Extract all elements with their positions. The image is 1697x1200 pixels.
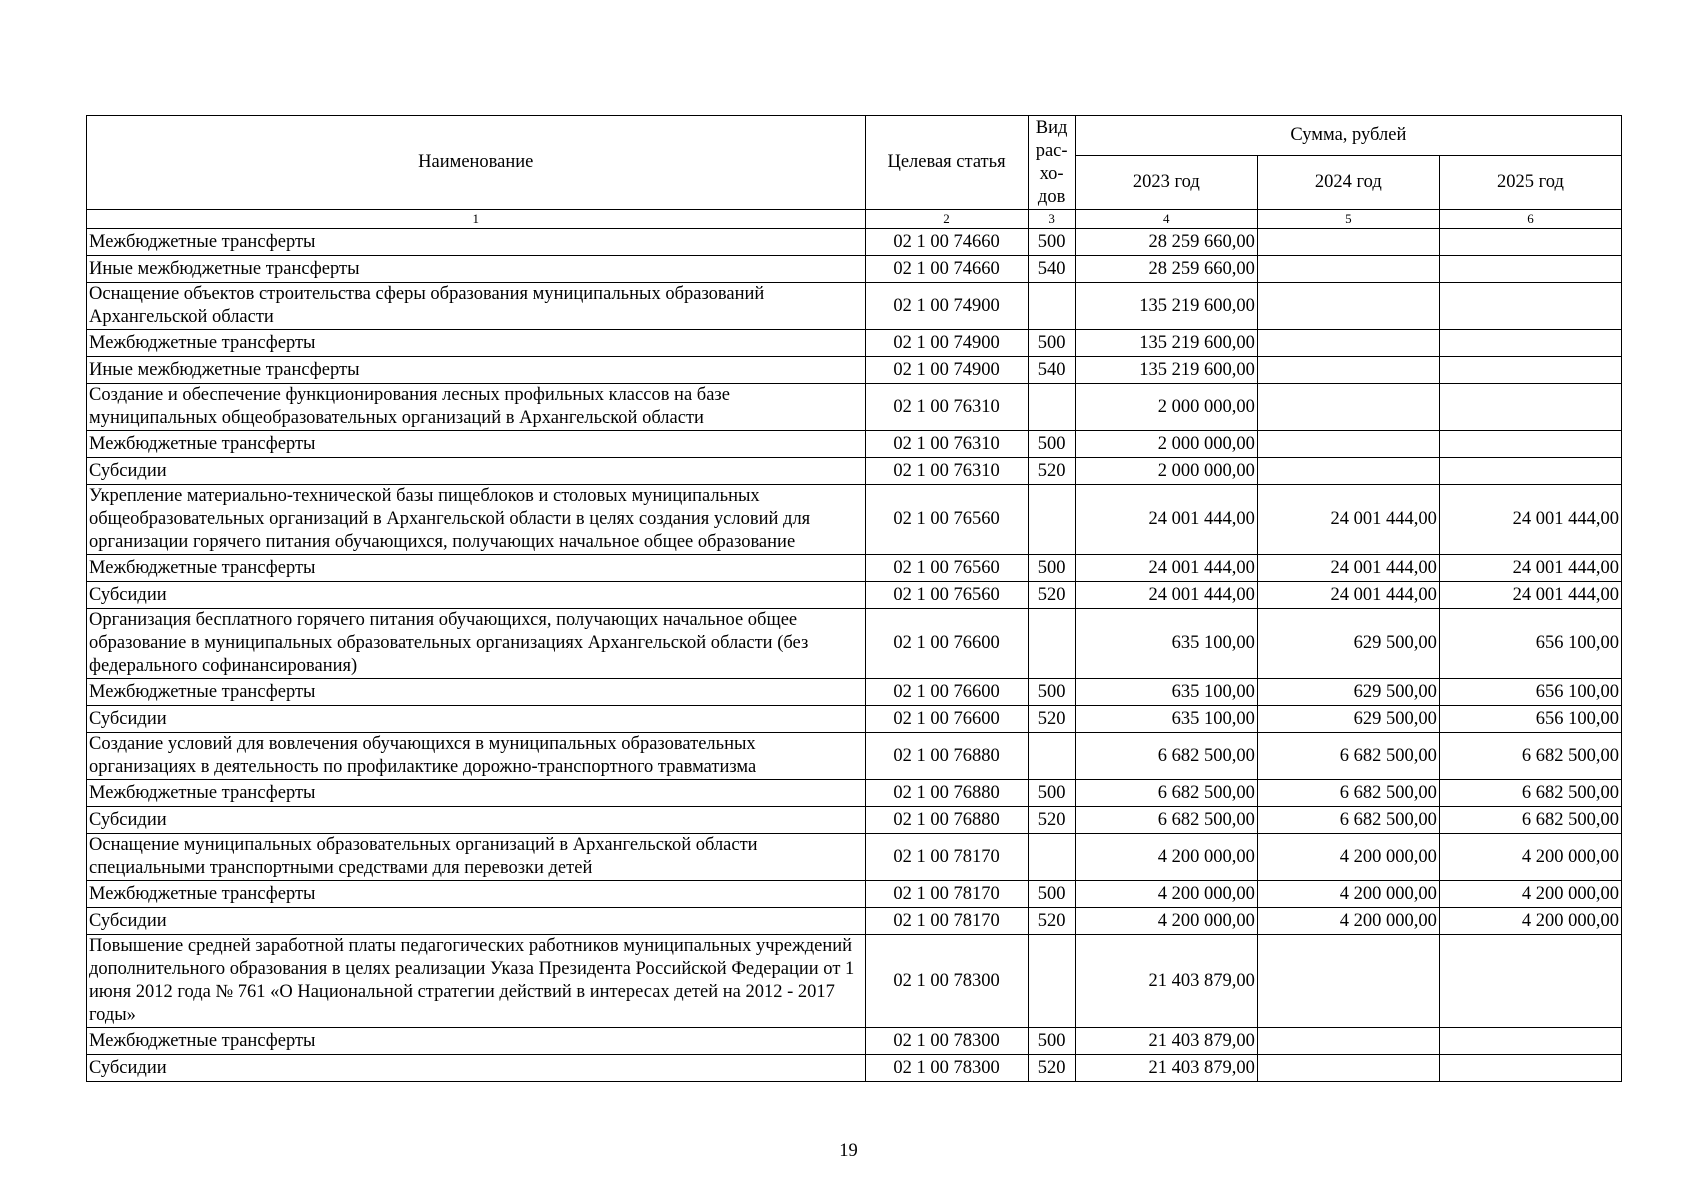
amount-2023-cell: 6 682 500,00 bbox=[1075, 780, 1257, 807]
amount-2024-cell: 629 500,00 bbox=[1257, 609, 1439, 679]
amount-2024-cell bbox=[1257, 1028, 1439, 1055]
amount-2025-cell: 24 001 444,00 bbox=[1439, 582, 1621, 609]
amount-2024-cell bbox=[1257, 1055, 1439, 1082]
table-row bbox=[87, 283, 1622, 330]
row-name-cell: Субсидии bbox=[87, 908, 866, 935]
header-expense-kind-line: Вид bbox=[1035, 117, 1068, 138]
header-target-article: Целевая статья bbox=[865, 116, 1028, 210]
target-article-cell: 02 1 00 74900 bbox=[865, 330, 1028, 357]
header-year-2025: 2025 год bbox=[1439, 156, 1621, 210]
target-article-cell: 02 1 00 78300 bbox=[865, 1028, 1028, 1055]
column-number: 2 bbox=[865, 210, 1028, 229]
header-year-2024: 2024 год bbox=[1257, 156, 1439, 210]
table-row bbox=[87, 881, 1622, 908]
header-expense-kind-line: хо- bbox=[1039, 163, 1064, 184]
row-name-cell: Иные межбюджетные трансферты bbox=[87, 357, 866, 384]
table-row bbox=[87, 834, 1622, 881]
target-article-cell: 02 1 00 76600 bbox=[865, 609, 1028, 679]
amount-2025-cell: 6 682 500,00 bbox=[1439, 807, 1621, 834]
expense-kind-cell: 500 bbox=[1028, 679, 1075, 706]
expense-kind-cell: 500 bbox=[1028, 330, 1075, 357]
header-year-2023: 2023 год bbox=[1075, 156, 1257, 210]
table-row bbox=[87, 935, 1622, 1028]
amount-2023-cell: 4 200 000,00 bbox=[1075, 908, 1257, 935]
expense-kind-cell: 500 bbox=[1028, 881, 1075, 908]
target-article-cell: 02 1 00 76310 bbox=[865, 384, 1028, 431]
amount-2024-cell: 4 200 000,00 bbox=[1257, 834, 1439, 881]
target-article-cell: 02 1 00 78300 bbox=[865, 1055, 1028, 1082]
amount-2023-cell: 24 001 444,00 bbox=[1075, 555, 1257, 582]
amount-2023-cell: 28 259 660,00 bbox=[1075, 256, 1257, 283]
expense-kind-cell bbox=[1028, 935, 1075, 1028]
expense-kind-cell: 520 bbox=[1028, 1055, 1075, 1082]
amount-2024-cell: 24 001 444,00 bbox=[1257, 555, 1439, 582]
amount-2024-cell bbox=[1257, 330, 1439, 357]
amount-2024-cell bbox=[1257, 935, 1439, 1028]
target-article-cell: 02 1 00 76310 bbox=[865, 431, 1028, 458]
amount-2024-cell: 4 200 000,00 bbox=[1257, 908, 1439, 935]
target-article-cell: 02 1 00 76600 bbox=[865, 706, 1028, 733]
amount-2024-cell bbox=[1257, 458, 1439, 485]
table-row bbox=[87, 679, 1622, 706]
table-body bbox=[87, 229, 1622, 1082]
amount-2023-cell: 24 001 444,00 bbox=[1075, 582, 1257, 609]
amount-2023-cell: 135 219 600,00 bbox=[1075, 283, 1257, 330]
expense-kind-cell: 520 bbox=[1028, 706, 1075, 733]
row-name-cell: Субсидии bbox=[87, 706, 866, 733]
column-number: 3 bbox=[1028, 210, 1075, 229]
expense-kind-cell: 500 bbox=[1028, 229, 1075, 256]
row-name-cell: Межбюджетные трансферты bbox=[87, 1028, 866, 1055]
amount-2023-cell: 21 403 879,00 bbox=[1075, 935, 1257, 1028]
column-number: 4 bbox=[1075, 210, 1257, 229]
table-row bbox=[87, 485, 1622, 555]
amount-2023-cell: 135 219 600,00 bbox=[1075, 330, 1257, 357]
page-number: 19 bbox=[839, 1141, 858, 1161]
header-name: Наименование bbox=[87, 116, 866, 210]
amount-2025-cell bbox=[1439, 935, 1621, 1028]
amount-2023-cell: 635 100,00 bbox=[1075, 679, 1257, 706]
column-number: 6 bbox=[1439, 210, 1621, 229]
amount-2024-cell bbox=[1257, 229, 1439, 256]
row-name-cell: Межбюджетные трансферты bbox=[87, 330, 866, 357]
target-article-cell: 02 1 00 78170 bbox=[865, 834, 1028, 881]
table-row bbox=[87, 582, 1622, 609]
expense-kind-cell: 500 bbox=[1028, 555, 1075, 582]
target-article-cell: 02 1 00 76880 bbox=[865, 733, 1028, 780]
table-row bbox=[87, 555, 1622, 582]
row-name-cell: Оснащение муниципальных образовательных организаций в Архангельской области специальными транспортными средствами для перевозки детей bbox=[87, 834, 866, 881]
row-name-cell: Укрепление материально-технической базы пищеблоков и столовых муниципальных общеобразовательных организаций в Архангельской области в целях создания условий для организации горячего питания обучающихся, получающих начальное общее образование bbox=[87, 485, 866, 555]
row-name-cell: Межбюджетные трансферты bbox=[87, 431, 866, 458]
target-article-cell: 02 1 00 78170 bbox=[865, 881, 1028, 908]
amount-2025-cell: 24 001 444,00 bbox=[1439, 555, 1621, 582]
amount-2025-cell bbox=[1439, 357, 1621, 384]
amount-2024-cell: 6 682 500,00 bbox=[1257, 733, 1439, 780]
expense-kind-cell: 500 bbox=[1028, 431, 1075, 458]
amount-2025-cell: 6 682 500,00 bbox=[1439, 780, 1621, 807]
row-name-cell: Субсидии bbox=[87, 458, 866, 485]
table-row bbox=[87, 1055, 1622, 1082]
expense-kind-cell bbox=[1028, 485, 1075, 555]
header-expense-kind bbox=[1028, 116, 1075, 210]
row-name-cell: Иные межбюджетные трансферты bbox=[87, 256, 866, 283]
target-article-cell: 02 1 00 76560 bbox=[865, 555, 1028, 582]
amount-2024-cell bbox=[1257, 384, 1439, 431]
column-number: 5 bbox=[1257, 210, 1439, 229]
row-name-cell: Субсидии bbox=[87, 807, 866, 834]
table-row bbox=[87, 431, 1622, 458]
column-numbers-row bbox=[87, 210, 1622, 229]
amount-2025-cell: 4 200 000,00 bbox=[1439, 881, 1621, 908]
expense-kind-cell: 500 bbox=[1028, 1028, 1075, 1055]
target-article-cell: 02 1 00 78300 bbox=[865, 935, 1028, 1028]
amount-2024-cell: 24 001 444,00 bbox=[1257, 485, 1439, 555]
amount-2025-cell bbox=[1439, 283, 1621, 330]
table-row bbox=[87, 908, 1622, 935]
table-row bbox=[87, 1028, 1622, 1055]
table-row bbox=[87, 780, 1622, 807]
amount-2023-cell: 635 100,00 bbox=[1075, 706, 1257, 733]
target-article-cell: 02 1 00 74660 bbox=[865, 229, 1028, 256]
amount-2025-cell bbox=[1439, 256, 1621, 283]
table-row bbox=[87, 706, 1622, 733]
amount-2024-cell bbox=[1257, 431, 1439, 458]
target-article-cell: 02 1 00 78170 bbox=[865, 908, 1028, 935]
table-row bbox=[87, 733, 1622, 780]
amount-2023-cell: 135 219 600,00 bbox=[1075, 357, 1257, 384]
expense-kind-cell bbox=[1028, 733, 1075, 780]
table-row bbox=[87, 357, 1622, 384]
expense-kind-cell: 520 bbox=[1028, 908, 1075, 935]
row-name-cell: Межбюджетные трансферты bbox=[87, 780, 866, 807]
table-row bbox=[87, 330, 1622, 357]
table-row bbox=[87, 609, 1622, 679]
amount-2025-cell: 24 001 444,00 bbox=[1439, 485, 1621, 555]
amount-2025-cell: 4 200 000,00 bbox=[1439, 908, 1621, 935]
table-row bbox=[87, 229, 1622, 256]
expense-kind-cell: 500 bbox=[1028, 780, 1075, 807]
amount-2025-cell bbox=[1439, 431, 1621, 458]
target-article-cell: 02 1 00 74900 bbox=[865, 283, 1028, 330]
target-article-cell: 02 1 00 74900 bbox=[865, 357, 1028, 384]
amount-2024-cell: 629 500,00 bbox=[1257, 706, 1439, 733]
amount-2023-cell: 6 682 500,00 bbox=[1075, 733, 1257, 780]
amount-2023-cell: 635 100,00 bbox=[1075, 609, 1257, 679]
row-name-cell: Субсидии bbox=[87, 1055, 866, 1082]
row-name-cell: Межбюджетные трансферты bbox=[87, 555, 866, 582]
table-row bbox=[87, 384, 1622, 431]
target-article-cell: 02 1 00 74660 bbox=[865, 256, 1028, 283]
amount-2023-cell: 28 259 660,00 bbox=[1075, 229, 1257, 256]
row-name-cell: Оснащение объектов строительства сферы образования муниципальных образований Архангельской области bbox=[87, 283, 866, 330]
amount-2024-cell: 6 682 500,00 bbox=[1257, 780, 1439, 807]
amount-2023-cell: 6 682 500,00 bbox=[1075, 807, 1257, 834]
budget-table bbox=[86, 115, 1622, 1082]
expense-kind-cell bbox=[1028, 384, 1075, 431]
table-row bbox=[87, 256, 1622, 283]
table-row bbox=[87, 807, 1622, 834]
target-article-cell: 02 1 00 76560 bbox=[865, 582, 1028, 609]
header-expense-kind-line: рас- bbox=[1035, 140, 1068, 161]
expense-kind-cell: 540 bbox=[1028, 256, 1075, 283]
amount-2025-cell bbox=[1439, 1028, 1621, 1055]
amount-2025-cell: 6 682 500,00 bbox=[1439, 733, 1621, 780]
amount-2025-cell: 4 200 000,00 bbox=[1439, 834, 1621, 881]
amount-2023-cell: 4 200 000,00 bbox=[1075, 881, 1257, 908]
expense-kind-cell: 520 bbox=[1028, 582, 1075, 609]
amount-2025-cell bbox=[1439, 229, 1621, 256]
target-article-cell: 02 1 00 76880 bbox=[865, 780, 1028, 807]
row-name-cell: Повышение средней заработной платы педагогических работников муниципальных учреждений дополнительного образования в целях реализации Указа Президента Российской Федерации от 1 июня 2012 года № 761 «О Национальной стратегии действий в интересах детей на 2012 - 2017 годы» bbox=[87, 935, 866, 1028]
row-name-cell: Межбюджетные трансферты bbox=[87, 229, 866, 256]
expense-kind-cell bbox=[1028, 283, 1075, 330]
amount-2024-cell bbox=[1257, 283, 1439, 330]
target-article-cell: 02 1 00 76600 bbox=[865, 679, 1028, 706]
amount-2025-cell bbox=[1439, 1055, 1621, 1082]
row-name-cell: Создание и обеспечение функционирования лесных профильных классов на базе муниципальных общеобразовательных организаций в Архангельской области bbox=[87, 384, 866, 431]
amount-2023-cell: 21 403 879,00 bbox=[1075, 1028, 1257, 1055]
row-name-cell: Создание условий для вовлечения обучающихся в муниципальных образовательных организациях в деятельность по профилактике дорожно-транспортного травматизма bbox=[87, 733, 866, 780]
amount-2024-cell bbox=[1257, 357, 1439, 384]
amount-2025-cell: 656 100,00 bbox=[1439, 679, 1621, 706]
target-article-cell: 02 1 00 76880 bbox=[865, 807, 1028, 834]
target-article-cell: 02 1 00 76310 bbox=[865, 458, 1028, 485]
amount-2023-cell: 2 000 000,00 bbox=[1075, 384, 1257, 431]
amount-2023-cell: 21 403 879,00 bbox=[1075, 1055, 1257, 1082]
row-name-cell: Межбюджетные трансферты bbox=[87, 679, 866, 706]
header-expense-kind-line: дов bbox=[1037, 186, 1066, 207]
table-row bbox=[87, 458, 1622, 485]
amount-2025-cell bbox=[1439, 384, 1621, 431]
target-article-cell: 02 1 00 76560 bbox=[865, 485, 1028, 555]
expense-kind-cell: 520 bbox=[1028, 458, 1075, 485]
amount-2023-cell: 4 200 000,00 bbox=[1075, 834, 1257, 881]
amount-2025-cell bbox=[1439, 330, 1621, 357]
row-name-cell: Межбюджетные трансферты bbox=[87, 881, 866, 908]
row-name-cell: Субсидии bbox=[87, 582, 866, 609]
amount-2024-cell bbox=[1257, 256, 1439, 283]
expense-kind-cell bbox=[1028, 834, 1075, 881]
amount-2023-cell: 2 000 000,00 bbox=[1075, 458, 1257, 485]
amount-2024-cell: 629 500,00 bbox=[1257, 679, 1439, 706]
row-name-cell: Организация бесплатного горячего питания обучающихся, получающих начальное общее образование в муниципальных образовательных организациях Архангельской области (без федерального софинансирования) bbox=[87, 609, 866, 679]
amount-2023-cell: 2 000 000,00 bbox=[1075, 431, 1257, 458]
amount-2025-cell: 656 100,00 bbox=[1439, 706, 1621, 733]
amount-2025-cell bbox=[1439, 458, 1621, 485]
expense-kind-cell bbox=[1028, 609, 1075, 679]
amount-2024-cell: 24 001 444,00 bbox=[1257, 582, 1439, 609]
expense-kind-cell: 540 bbox=[1028, 357, 1075, 384]
amount-2025-cell: 656 100,00 bbox=[1439, 609, 1621, 679]
column-number: 1 bbox=[87, 210, 866, 229]
amount-2024-cell: 4 200 000,00 bbox=[1257, 881, 1439, 908]
amount-2023-cell: 24 001 444,00 bbox=[1075, 485, 1257, 555]
expense-kind-cell: 520 bbox=[1028, 807, 1075, 834]
amount-2024-cell: 6 682 500,00 bbox=[1257, 807, 1439, 834]
header-sum: Сумма, рублей bbox=[1075, 116, 1621, 156]
